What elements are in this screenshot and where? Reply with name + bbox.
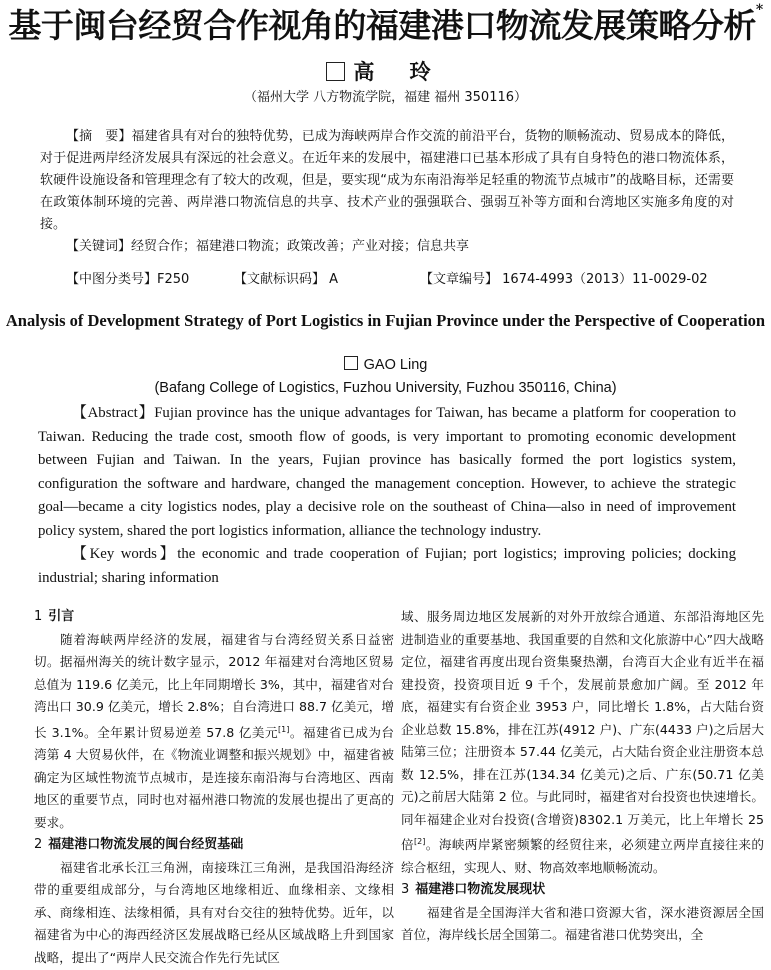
abstract-cn: [40, 126, 734, 258]
section-number: 1: [34, 609, 43, 624]
paragraph-text: 域、服务周边地区发展新的对外开放综合通道、东部沿海地区先进制造业的重要基地、我国重要的自然和文化旅游中心”四大战略定位，福建省再度出现台资集聚热潮，台湾百大企业有近半在福建投资，投资项目近 9 千个，发展前景愈加广阔。至 2012 年底，福建实有台资企业 3953 户，同比增长 1.8%，占大陆台资企业总数 15.8%，排在江苏(4912 户)、广东(4433 户)之后居大陆第三位；注册资本 57.44 亿美元，占大陆台资企业注册资本总数 12.5%，排在江苏(134.34 亿美元)之后、广东(50.71 亿美元)之前居大陆第 2 位。与此同时，福建省对台投资也快速增长。同年福建企业对台投资(含增资)8302.1 万美元，比上年增长 25 倍: [401, 609, 764, 853]
section-heading-2: [34, 834, 394, 857]
affiliation-cn: （福州大学 八方物流学院，福建 福州 350116）: [243, 90, 528, 105]
body-paragraph: [401, 902, 764, 947]
section-title: 引言: [48, 609, 75, 624]
citation-ref: [2]: [414, 837, 426, 846]
section-title: 福建港口物流发展现状: [415, 882, 546, 898]
section-number: 2: [34, 837, 43, 853]
abstract-en: [38, 402, 736, 590]
title-footnote-mark: *: [755, 2, 763, 18]
section-title: 福建港口物流发展的闽台经贸基础: [48, 837, 244, 853]
clc-value: F250: [157, 272, 190, 287]
clc-number: [66, 268, 189, 287]
abstract-en-label: 【Abstract】: [72, 405, 155, 421]
keywords-cn: [40, 236, 734, 258]
title-en-text: Analysis of Development Strategy of Port Logistics in Fujian Province under the Perspective of Cooperation: [5, 311, 766, 330]
paragraph-text: 。海峡两岸紧密频繁的经贸往来，必须建立两岸直接往来的综合枢纽，实现人、财、物高效率地顺畅流动。: [401, 837, 765, 875]
checkbox-square-icon: [344, 356, 358, 370]
article-number-value: 1674-4993（2013）11-0029-02: [502, 272, 708, 287]
keywords-en-label: 【Key words】: [72, 546, 178, 562]
section-heading-3: [401, 879, 764, 902]
abstract-en-paragraph: [38, 402, 736, 543]
abstract-cn-text: 福建省具有对台的独特优势，已成为海峡两岸合作交流的前沿平台，货物的顺畅流动、贸易成本的降低，对于促进两岸经济发展具有深远的社会意义。在近年来的发展中，福建港口已基本形成了具有自身特色的港口物流体系，软硬件设施设备和管理理念有了较大的改观，但是，要实现“成为东南沿海举足轻重的物流节点城市”的战略目标，还需要在政策体制环境的完善、两岸港口物流信息的共享、技术产业的强强联合、强弱互补等方面和台湾地区实施多角度的对接。: [40, 129, 734, 232]
article-number: [420, 268, 708, 287]
clc-label: 【中图分类号】: [66, 272, 158, 287]
keywords-cn-text: 经贸合作；福建港口物流；政策改善；产业对接；信息共享: [131, 239, 470, 254]
paragraph-text: 随着海峡两岸经济的发展，福建省与台湾经贸关系日益密切。据福州海关的统计数字显示，2012 年福建对台湾地区贸易总值为 119.6 亿美元，比上年同期增长 3%，其中，福建省对台湾出口 30.9 亿美元，增长 2.8%；自台湾进口 88.7 亿美元，增长 3.1%。全年累计贸易逆差 57.8 亿美元: [34, 631, 394, 740]
doc-code-label: 【文献标识码】: [234, 272, 326, 287]
title-en: [0, 310, 771, 332]
paragraph-text: 福建省是全国海洋大省和港口资源大省，深水港资源居全国首位，海岸线长居全国第二。福建省港口优势突出，全: [401, 904, 764, 943]
author-cn: [0, 56, 771, 86]
keywords-en: [38, 543, 736, 590]
author-en-name: GAO Ling: [363, 357, 428, 373]
citation-ref: [1]: [278, 724, 290, 734]
section-heading-1: [34, 606, 394, 629]
keywords-cn-label: 【关键词】: [66, 239, 132, 254]
body-column-left: [34, 606, 394, 969]
paper-title: [0, 0, 771, 47]
doc-code: [234, 268, 338, 287]
paragraph-text: 福建省北承长江三角洲，南接珠江三角洲，是我国沿海经济带的重要组成部分，与台湾地区地缘相近、血缘相亲、文缘相承、商缘相连、法缘相循，具有对台交往的独特优势。近年，以福建省为中心的海西经济区发展战略已经从区域战略上升到国家战略，提出了“两岸人民交流合作先行先试区: [34, 859, 394, 965]
body-paragraph: [401, 606, 764, 879]
body-paragraph: [34, 629, 394, 835]
paragraph-text: 。福建省已成为台湾第 4 大贸易伙伴，在《物流业调整和振兴规划》中，福建省被确定为区域性物流节点城市，是连接东南沿海与台湾地区、西南地区的重要节点，同时也对福州港口物流的发展也提出了更高的要求。: [34, 724, 395, 830]
abstract-cn-paragraph: [40, 126, 734, 236]
section-number: 3: [401, 882, 410, 898]
author-cn-name: 高 玲: [353, 59, 445, 84]
doc-code-value: A: [329, 272, 339, 287]
title-text: 基于闽台经贸合作视角的福建港口物流发展策略分析: [8, 6, 756, 45]
author-en: [0, 356, 771, 373]
body-paragraph: [34, 857, 394, 970]
article-number-label: 【文章编号】: [420, 272, 499, 287]
keywords-en-text: the economic and trade cooperation of Fujian; port logistics; improving policies; docking industrial; sharing information: [38, 546, 736, 586]
abstract-cn-label: 【摘 要】: [66, 129, 132, 144]
abstract-en-text: Fujian province has the unique advantages for Taiwan, has became a platform for cooperation to Taiwan. Reducing the trade cost, smooth flow of goods, is very important to promoting economic development between Fujian and Taiwan. In the years, Fujian province has basically formed the port logistics system, configuration the software and hardware, changed the management conception. However, to achieve the strategic goal—became a city logistics nodes, play a decisive role on the southeast of China—also in need of improvement policy system, shared the port logistics information, alliance the technology industry.: [38, 405, 736, 539]
body-column-right: [401, 606, 764, 947]
checkbox-square-icon: [326, 62, 345, 81]
affiliation-en: (Bafang College of Logistics, Fuzhou University, Fuzhou 350116, China): [154, 380, 617, 396]
